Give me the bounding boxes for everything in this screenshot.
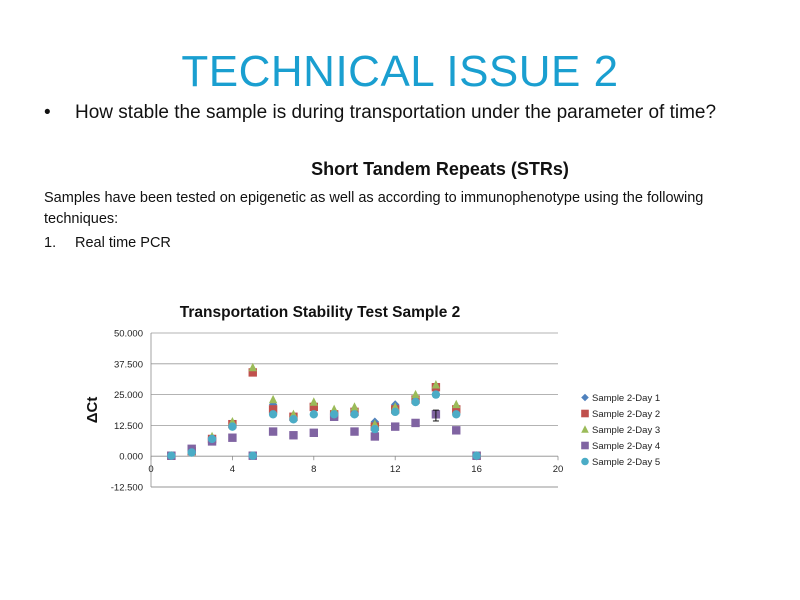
y-tick-label: 50.000 bbox=[113, 328, 143, 340]
data-point-series-5 bbox=[472, 452, 480, 460]
data-point-series-4 bbox=[391, 422, 399, 430]
legend-marker bbox=[581, 458, 589, 466]
legend-label: Sample 2-Day 4 bbox=[592, 441, 661, 452]
data-point-series-5 bbox=[330, 410, 338, 418]
data-point-series-5 bbox=[269, 410, 277, 418]
data-point-series-3 bbox=[310, 397, 318, 405]
data-point-series-5 bbox=[371, 425, 379, 433]
data-point-series-4 bbox=[289, 431, 297, 439]
x-tick-label: 8 bbox=[311, 464, 317, 476]
legend-label: Sample 2-Day 2 bbox=[592, 409, 661, 420]
x-tick-label: 16 bbox=[471, 464, 482, 476]
legend-marker bbox=[581, 410, 589, 418]
data-point-series-4 bbox=[452, 426, 460, 434]
data-point-series-3 bbox=[452, 400, 460, 408]
chart-title: Transportation Stability Test Sample 2 bbox=[179, 304, 461, 321]
y-tick-label: 12.500 bbox=[113, 420, 143, 432]
y-tick-label: -12.500 bbox=[110, 482, 143, 494]
legend-label: Sample 2-Day 3 bbox=[592, 425, 661, 436]
data-point-series-4 bbox=[371, 432, 379, 440]
data-point-series-5 bbox=[188, 448, 196, 456]
x-tick-label: 20 bbox=[552, 464, 564, 476]
data-point-series-5 bbox=[167, 452, 175, 460]
list-number: 1. bbox=[44, 235, 57, 251]
legend-marker bbox=[581, 442, 589, 450]
x-tick-label: 12 bbox=[389, 464, 401, 476]
data-point-series-5 bbox=[432, 390, 440, 398]
data-point-series-4 bbox=[411, 419, 419, 427]
data-point-series-5 bbox=[228, 422, 236, 430]
bullet-symbol: • bbox=[44, 102, 51, 123]
data-point-series-5 bbox=[208, 435, 216, 443]
data-point-series-5 bbox=[289, 415, 297, 423]
data-point-series-4 bbox=[269, 427, 277, 435]
data-point-series-5 bbox=[411, 398, 419, 406]
y-tick-label: 0.000 bbox=[119, 451, 143, 463]
x-tick-label: 0 bbox=[148, 464, 154, 476]
data-point-series-4 bbox=[228, 434, 236, 442]
data-point-series-5 bbox=[452, 410, 460, 418]
y-tick-label: 25.000 bbox=[113, 390, 143, 402]
data-point-series-5 bbox=[350, 410, 358, 418]
y-axis-label: ΔCt bbox=[84, 396, 101, 424]
data-point-series-5 bbox=[391, 408, 399, 416]
y-tick-label: 37.500 bbox=[113, 359, 143, 371]
description-paragraph: Samples have been tested on epigenetic as well as according to immunophenotype using the following techniques: bbox=[44, 190, 704, 227]
list-item-text: Real time PCR bbox=[75, 235, 171, 251]
legend-label: Sample 2-Day 5 bbox=[592, 457, 661, 468]
legend-marker bbox=[581, 394, 589, 402]
data-point-series-3 bbox=[411, 390, 419, 398]
legend-label: Sample 2-Day 1 bbox=[592, 393, 661, 404]
slide-title: TECHNICAL ISSUE 2 bbox=[181, 47, 619, 96]
data-point-series-3 bbox=[269, 395, 277, 403]
section-subheading: Short Tandem Repeats (STRs) bbox=[311, 159, 569, 179]
data-point-series-5 bbox=[249, 452, 257, 460]
data-point-series-3 bbox=[350, 402, 358, 410]
x-tick-label: 4 bbox=[229, 464, 236, 476]
legend-marker bbox=[581, 425, 589, 433]
data-point-series-5 bbox=[310, 410, 318, 418]
data-point-series-4 bbox=[310, 429, 318, 437]
data-point-series-4 bbox=[350, 427, 358, 435]
bullet-text: How stable the sample is during transportation under the parameter of time? bbox=[75, 102, 717, 123]
